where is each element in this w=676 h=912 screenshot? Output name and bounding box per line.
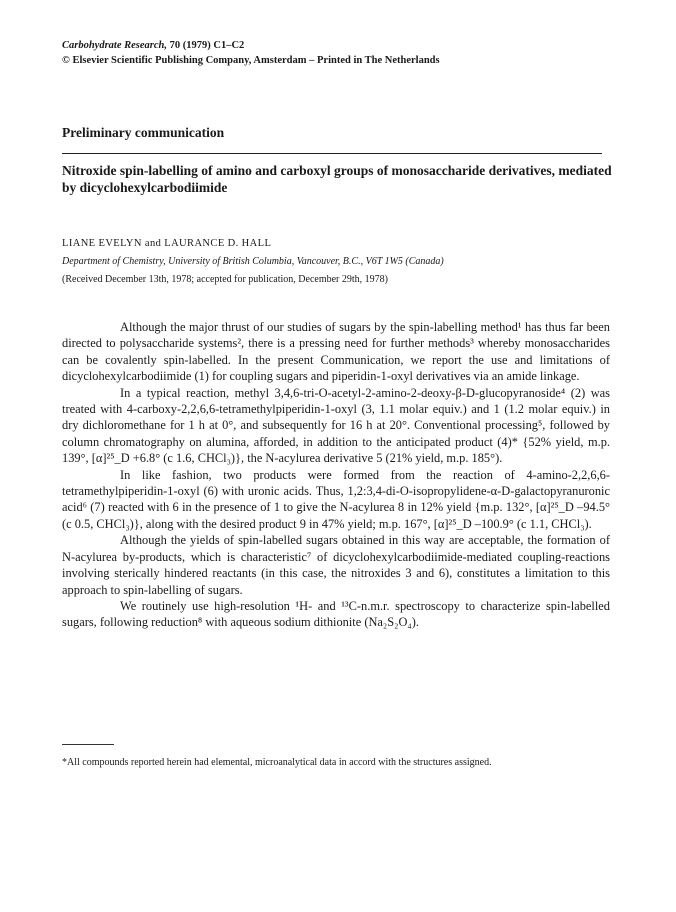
footnote-rule [62,744,114,745]
section-heading: Preliminary communication [62,125,225,140]
journal-name: Carbohydrate Research, [62,40,167,51]
footnote: *All compounds reported herein had elemental, microanalytical data in accord with the structures assigned. [62,757,492,768]
body-paragraph: Although the major thrust of our studies of sugars by the spin-labelling method¹ has thus far been directed to polysaccharide systems², there is a pressing need for further methods³ whereby monosaccharides can be covalently spin-labelled. In the present Communication, we report the use and limitations of dicyclohexylcarbodiimide (1) for coupling sugars and piperidin-1-oxyl derivatives via an amide linkage. [62,320,610,384]
article-title: Nitroxide spin-labelling of amino and carboxyl groups of monosaccharide derivatives, mediated by dicyclohexylcarbodiimide [62,163,612,195]
journal-volume-pages: 70 (1979) C1–C2 [167,40,245,51]
received-dates: (Received December 13th, 1978; accepted for publication, December 29th, 1978) [62,274,388,285]
body-paragraph: In like fashion, two products were formed from the reaction of 4-amino-2,2,6,6-tetramethylpiperidin-1-oxyl (6) with uronic acids. Thus, 1,2:3,4-di-O-isopropylidene-α-D-galactopyranuronic acid⁶ (7) reacted with 6 in the presence of 1 to give the N-acylurea 8 in 12% yield {m.p. 132°, [α]²⁵_D –94.5° (c 0.5, CHCl₃)}, along with the desired product 9 in 47% yield; m.p. 167°, [α]²⁵_D –100.9° (c 1.1, CHCl₃). [62,467,610,531]
body-paragraph: We routinely use high-resolution ¹H- and ¹³C-n.m.r. spectroscopy to characterize spin-labelled sugars, following reduction⁸ with aqueous sodium dithionite (Na₂S₂O₄). [62,598,610,630]
author-affiliation: Department of Chemistry, University of British Columbia, Vancouver, B.C., V6T 1W5 (Canada) [62,256,444,267]
journal-header [62,38,622,68]
publisher-line: © Elsevier Scientific Publishing Company, Amsterdam – Printed in The Netherlands [62,55,440,66]
article-authors: LIANE EVELYN and LAURANCE D. HALL [62,238,272,249]
heading-rule [62,153,602,154]
body-paragraph: In a typical reaction, methyl 3,4,6-tri-O-acetyl-2-amino-2-deoxy-β-D-glucopyranoside⁴ (2) was treated with 4-carboxy-2,2,6,6-tetramethylpiperidin-1-oxyl (3, 1.1 molar equiv.) and 1 (1.2 molar equiv.) in dry dichloromethane for 1 h at 0°, and subsequently for 16 h at 20°. Conventional processing⁵, followed by column chromatography on alumina, afforded, in addition to the anticipated product (4)* {52% yield, m.p. 139°, [α]²⁵_D +6.8° (c 1.6, CHCl₃)}, the N-acylurea derivative 5 (21% yield, m.p. 185°). [62,385,610,466]
journal-citation [62,38,622,53]
body-paragraph: Although the yields of spin-labelled sugars obtained in this way are acceptable, the formation of N-acylurea by-products, which is characteristic⁷ of dicyclohexylcarbodiimide-mediated coupling-reactions involving sterically hindered reactants (in this case, the nitroxides 3 and 6), constitutes a limitation to this approach to spin-labelling of sugars. [62,533,610,597]
article-body [62,319,610,631]
